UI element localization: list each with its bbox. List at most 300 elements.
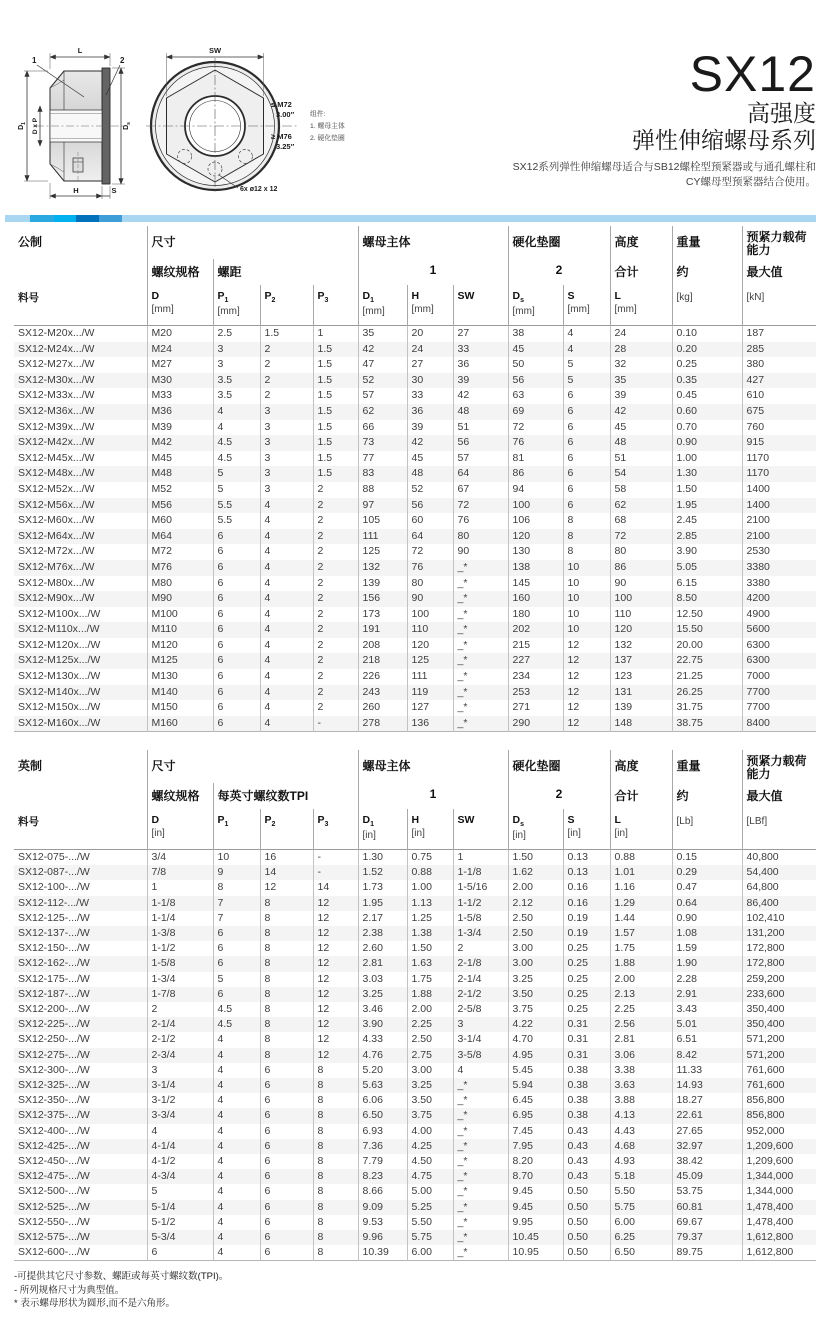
value-cell: 4.13 xyxy=(610,1108,672,1123)
value-cell: 6.15 xyxy=(672,576,742,592)
value-cell: 1-7/8 xyxy=(147,987,213,1002)
value-cell: 39 xyxy=(407,420,453,436)
value-cell: 12 xyxy=(563,716,610,732)
value-cell: 3 xyxy=(260,420,313,436)
value-cell: 1,478,400 xyxy=(742,1200,816,1215)
value-cell: 6 xyxy=(213,956,260,971)
value-cell: 3.03 xyxy=(358,972,407,987)
part-number-cell: SX12-M33x.../W xyxy=(18,389,95,402)
value-cell: 12 xyxy=(313,941,358,956)
thread-max-in-label: 3.00″ xyxy=(276,110,295,119)
value-cell: 51 xyxy=(610,451,672,467)
value-cell: 8 xyxy=(313,1184,358,1199)
group-thread-spec: 螺纹规格 xyxy=(147,259,213,285)
value-cell: 8.70 xyxy=(508,1169,563,1184)
value-cell: 2.81 xyxy=(610,1032,672,1047)
value-cell: 148 xyxy=(610,716,672,732)
value-cell: 5.5 xyxy=(213,513,260,529)
value-cell: M130 xyxy=(147,669,213,685)
value-cell: 253 xyxy=(508,685,563,701)
col-header: $P_1$ xyxy=(213,809,260,850)
value-cell: 80 xyxy=(610,544,672,560)
value-cell: 5-3/4 xyxy=(147,1230,213,1245)
value-cell: 64 xyxy=(453,466,508,482)
value-cell: 10 xyxy=(563,560,610,576)
value-cell: 1-3/4 xyxy=(147,972,213,987)
value-cell: 243 xyxy=(358,685,407,701)
value-cell: 1 xyxy=(147,880,213,895)
value-cell: 0.50 xyxy=(563,1184,610,1199)
value-cell: 3.63 xyxy=(610,1078,672,1093)
value-cell: 132 xyxy=(358,560,407,576)
value-cell: 2-3/4 xyxy=(147,1048,213,1063)
value-cell: 0.16 xyxy=(563,880,610,895)
value-cell: 1 xyxy=(453,850,508,866)
col-header: H [mm] xyxy=(407,285,453,326)
value-cell: 3.46 xyxy=(358,1002,407,1017)
value-cell: 131,200 xyxy=(742,926,816,941)
group-preload: 预紧力载荷 能力 xyxy=(742,750,816,783)
value-cell: 27 xyxy=(407,357,453,373)
dim-label-h: H xyxy=(73,186,79,195)
value-cell: 4 xyxy=(260,653,313,669)
value-cell: 2 xyxy=(313,544,358,560)
value-cell: 2.5 xyxy=(213,326,260,342)
value-cell: 136 xyxy=(407,716,453,732)
value-cell: 3 xyxy=(147,1063,213,1078)
table-row xyxy=(14,498,816,514)
value-cell: 1.5 xyxy=(313,342,358,358)
table-row xyxy=(14,591,816,607)
value-cell: 2.81 xyxy=(358,956,407,971)
value-cell: 4.22 xyxy=(508,1017,563,1032)
col-header: $P_3$ xyxy=(313,285,358,326)
value-cell: 8 xyxy=(313,1078,358,1093)
value-cell: 6.93 xyxy=(358,1124,407,1139)
value-cell: 90 xyxy=(610,576,672,592)
value-cell: 6 xyxy=(260,1139,313,1154)
value-cell: 6 xyxy=(213,607,260,623)
value-cell: 120 xyxy=(610,622,672,638)
value-cell: 4-3/4 xyxy=(147,1169,213,1184)
group-pitch: 螺距 xyxy=(213,259,358,285)
value-cell: 30 xyxy=(407,373,453,389)
value-cell: 4.70 xyxy=(508,1032,563,1047)
value-cell: 9.53 xyxy=(358,1215,407,1230)
value-cell: 4 xyxy=(213,404,260,420)
value-cell: 20.00 xyxy=(672,638,742,654)
value-cell: 1.59 xyxy=(672,941,742,956)
value-cell: 81 xyxy=(508,451,563,467)
value-cell: M36 xyxy=(147,404,213,420)
value-cell: 52 xyxy=(407,482,453,498)
table-row xyxy=(14,1048,816,1063)
value-cell: 8 xyxy=(313,1139,358,1154)
value-cell: 1.95 xyxy=(358,896,407,911)
value-cell: 4 xyxy=(147,1124,213,1139)
value-cell: 0.88 xyxy=(610,850,672,866)
value-cell: 8 xyxy=(313,1063,358,1078)
value-cell: 8 xyxy=(260,926,313,941)
value-cell: 132 xyxy=(610,638,672,654)
value-cell: 94 xyxy=(508,482,563,498)
value-cell: 3.90 xyxy=(672,544,742,560)
value-cell: 10 xyxy=(563,591,610,607)
value-cell: 4 xyxy=(213,1245,260,1261)
value-cell: 571,200 xyxy=(742,1048,816,1063)
part-number-cell: SX12-M52x.../W xyxy=(18,482,95,495)
table-row xyxy=(14,1063,816,1078)
value-cell: 106 xyxy=(508,513,563,529)
value-cell: 138 xyxy=(508,560,563,576)
value-cell: 12.50 xyxy=(672,607,742,623)
value-cell: 6 xyxy=(213,544,260,560)
table-row xyxy=(14,1017,816,1032)
value-cell: 8 xyxy=(313,1108,358,1123)
table-row xyxy=(14,941,816,956)
value-cell: 1.30 xyxy=(358,850,407,866)
col-header: D [mm] xyxy=(147,285,213,326)
value-cell: 0.31 xyxy=(563,1017,610,1032)
value-cell: 1.52 xyxy=(358,865,407,880)
value-cell: 172,800 xyxy=(742,941,816,956)
accent-bar-segment xyxy=(30,215,54,222)
value-cell: 80 xyxy=(407,576,453,592)
table-row xyxy=(14,1139,816,1154)
value-cell: 27 xyxy=(453,326,508,342)
value-cell: 8 xyxy=(260,896,313,911)
value-cell: 42 xyxy=(453,388,508,404)
value-cell: 1-5/8 xyxy=(147,956,213,971)
value-cell: 1-1/2 xyxy=(453,896,508,911)
value-cell: 3 xyxy=(213,342,260,358)
technical-drawing xyxy=(10,40,410,210)
part-number-cell: SX12-M72x.../W xyxy=(18,545,95,558)
section-view xyxy=(18,46,132,199)
legend-item-2: 2. 硬化垫圈 xyxy=(310,135,345,142)
value-cell: 1,612,800 xyxy=(742,1230,816,1245)
value-cell: 1.5 xyxy=(313,451,358,467)
value-cell: 1.38 xyxy=(407,926,453,941)
table-row xyxy=(14,482,816,498)
value-cell: 12 xyxy=(313,972,358,987)
part-number-cell: SX12-250-.../W xyxy=(18,1033,90,1046)
group-washer: 硬化垫圈 xyxy=(508,226,610,259)
value-cell: 24 xyxy=(610,326,672,342)
dim-label-l: L xyxy=(77,46,83,55)
table-row xyxy=(14,716,816,732)
part-number-cell: SX12-M60x.../W xyxy=(18,514,95,527)
value-cell: 0.43 xyxy=(563,1169,610,1184)
value-cell: 2.12 xyxy=(508,896,563,911)
value-cell: 80 xyxy=(453,529,508,545)
value-cell: 208 xyxy=(358,638,407,654)
value-cell: 8 xyxy=(313,1093,358,1108)
value-cell: 6.00 xyxy=(407,1245,453,1261)
table-row xyxy=(14,388,816,404)
value-cell: 234 xyxy=(508,669,563,685)
value-cell: 3/4 xyxy=(147,850,213,866)
value-cell: 2 xyxy=(313,700,358,716)
value-cell: 6 xyxy=(213,941,260,956)
table-row xyxy=(14,926,816,941)
value-cell: 1170 xyxy=(742,451,816,467)
part-number-cell: SX12-137-.../W xyxy=(18,927,90,940)
part-number-cell: SX12-M76x.../W xyxy=(18,560,95,573)
part-number-cell: SX12-M120x.../W xyxy=(18,638,101,651)
value-cell: 48 xyxy=(407,466,453,482)
part-number-cell: SX12-M24x.../W xyxy=(18,342,95,355)
value-cell: 2.28 xyxy=(672,972,742,987)
value-cell: 6 xyxy=(213,622,260,638)
value-cell: 3 xyxy=(260,404,313,420)
product-description: SX12系列弹性伸缩螺母适合与SB12螺栓型预紧器或与通孔螺柱和 CY螺母型预紧器结合使用。 xyxy=(512,161,816,188)
value-cell: 100 xyxy=(407,607,453,623)
value-cell: 610 xyxy=(742,388,816,404)
part-number-cell: SX12-M64x.../W xyxy=(18,529,95,542)
value-cell: 4.5 xyxy=(213,451,260,467)
value-cell: 68 xyxy=(610,513,672,529)
value-cell: 0.25 xyxy=(563,987,610,1002)
value-cell: 2100 xyxy=(742,529,816,545)
value-cell: 6 xyxy=(213,560,260,576)
part-number-cell: SX12-M36x.../W xyxy=(18,404,95,417)
value-cell: 218 xyxy=(358,653,407,669)
value-cell: 10.45 xyxy=(508,1230,563,1245)
part-number-cell: SX12-475-.../W xyxy=(18,1170,90,1183)
value-cell: 1.44 xyxy=(610,911,672,926)
value-cell: 1.73 xyxy=(358,880,407,895)
value-cell: 12 xyxy=(313,1032,358,1047)
value-cell: 10.39 xyxy=(358,1245,407,1261)
col-header: $P_2$ xyxy=(260,809,313,850)
value-cell: 571,200 xyxy=(742,1032,816,1047)
value-cell: 2 xyxy=(147,1002,213,1017)
part-number-cell: SX12-175-.../W xyxy=(18,972,90,985)
value-cell: _* xyxy=(453,591,508,607)
value-cell: 8.42 xyxy=(672,1048,742,1063)
value-cell: 4 xyxy=(260,591,313,607)
value-cell: M125 xyxy=(147,653,213,669)
value-cell: 7.95 xyxy=(508,1139,563,1154)
value-cell: 0.60 xyxy=(672,404,742,420)
value-cell: 0.16 xyxy=(563,896,610,911)
group-washer-no: 2 xyxy=(508,783,610,809)
table-row xyxy=(14,435,816,451)
col-header: [kN] xyxy=(742,285,816,326)
value-cell: 3.00 xyxy=(508,941,563,956)
value-cell: 102,410 xyxy=(742,911,816,926)
value-cell: 0.90 xyxy=(672,911,742,926)
callout-2-label: 2 xyxy=(120,56,125,65)
value-cell: 0.31 xyxy=(563,1032,610,1047)
value-cell: 66 xyxy=(358,420,407,436)
value-cell: 6 xyxy=(260,1230,313,1245)
value-cell: 259,200 xyxy=(742,972,816,987)
value-cell: 4.5 xyxy=(213,1017,260,1032)
part-number-cell: SX12-275-.../W xyxy=(18,1048,90,1061)
footnote: - 所列规格尺寸为典型值。 xyxy=(14,1284,125,1296)
value-cell: M42 xyxy=(147,435,213,451)
col-header: 料号 xyxy=(18,816,39,828)
value-cell: 4 xyxy=(213,1184,260,1199)
part-number-cell: SX12-M150x.../W xyxy=(18,701,101,714)
holes-note: 6x ø12 x 12 xyxy=(240,186,278,193)
part-number-cell: SX12-162-.../W xyxy=(18,957,90,970)
value-cell: 226 xyxy=(358,669,407,685)
group-height: 高度 xyxy=(610,750,672,783)
value-cell: 125 xyxy=(407,653,453,669)
part-number-cell: SX12-M130x.../W xyxy=(18,670,101,683)
table-row xyxy=(14,685,816,701)
value-cell: 88 xyxy=(358,482,407,498)
value-cell: _* xyxy=(453,638,508,654)
value-cell: 39 xyxy=(453,373,508,389)
value-cell: 7700 xyxy=(742,685,816,701)
value-cell: 14.93 xyxy=(672,1078,742,1093)
value-cell: 6 xyxy=(563,482,610,498)
value-cell: 2.50 xyxy=(508,911,563,926)
value-cell: 16 xyxy=(260,850,313,866)
value-cell: 28 xyxy=(610,342,672,358)
value-cell: 3 xyxy=(260,482,313,498)
value-cell: 20 xyxy=(407,326,453,342)
table-row xyxy=(14,1002,816,1017)
value-cell: 4 xyxy=(213,1048,260,1063)
section-label: 公制 xyxy=(18,235,43,249)
value-cell: 3.43 xyxy=(672,1002,742,1017)
table-row xyxy=(14,880,816,895)
value-cell: 2 xyxy=(313,576,358,592)
value-cell: 3 xyxy=(260,451,313,467)
value-cell: 761,600 xyxy=(742,1063,816,1078)
value-cell: _* xyxy=(453,1078,508,1093)
value-cell: 2.13 xyxy=(610,987,672,1002)
legend-item-1: 1. 螺母主体 xyxy=(310,123,345,130)
value-cell: 8 xyxy=(563,529,610,545)
value-cell: 6 xyxy=(213,700,260,716)
value-cell: 4.00 xyxy=(407,1124,453,1139)
value-cell: 0.50 xyxy=(563,1215,610,1230)
value-cell: 8 xyxy=(260,956,313,971)
value-cell: 6 xyxy=(213,576,260,592)
value-cell: 5.01 xyxy=(672,1017,742,1032)
part-number-cell: SX12-325-.../W xyxy=(18,1079,90,1092)
value-cell: 4200 xyxy=(742,591,816,607)
value-cell: 160 xyxy=(508,591,563,607)
table-row xyxy=(14,373,816,389)
value-cell: 350,400 xyxy=(742,1017,816,1032)
value-cell: 8 xyxy=(563,513,610,529)
table-row xyxy=(14,1245,816,1261)
part-number-cell: SX12-300-.../W xyxy=(18,1063,90,1076)
value-cell: 90 xyxy=(453,544,508,560)
value-cell: 8 xyxy=(313,1154,358,1169)
value-cell: 110 xyxy=(407,622,453,638)
value-cell: 4.95 xyxy=(508,1048,563,1063)
col-header: $D_s$ [mm] xyxy=(508,285,563,326)
value-cell: 3-5/8 xyxy=(453,1048,508,1063)
value-cell: 1.50 xyxy=(508,850,563,866)
dim-label-ds: $D_s$ xyxy=(123,122,132,130)
value-cell: 1-1/2 xyxy=(147,941,213,956)
value-cell: 48 xyxy=(453,404,508,420)
col-header: $D_s$ [in] xyxy=(508,809,563,850)
col-header: [LBf] xyxy=(742,809,816,850)
table-row xyxy=(14,700,816,716)
value-cell: M140 xyxy=(147,685,213,701)
part-number-cell: SX12-425-.../W xyxy=(18,1139,90,1152)
front-view xyxy=(146,46,298,194)
value-cell: _* xyxy=(453,1154,508,1169)
value-cell: 7/8 xyxy=(147,865,213,880)
value-cell: 7.45 xyxy=(508,1124,563,1139)
part-number-cell: SX12-350-.../W xyxy=(18,1094,90,1107)
value-cell: 4 xyxy=(260,638,313,654)
value-cell: 5.18 xyxy=(610,1169,672,1184)
callout-1-label: 1 xyxy=(32,56,37,65)
value-cell: 1.50 xyxy=(672,482,742,498)
value-cell: 1.16 xyxy=(610,880,672,895)
value-cell: 173 xyxy=(358,607,407,623)
value-cell: 1.5 xyxy=(313,404,358,420)
value-cell: 1.63 xyxy=(407,956,453,971)
value-cell: 6 xyxy=(260,1200,313,1215)
value-cell: 7.36 xyxy=(358,1139,407,1154)
value-cell: 6 xyxy=(563,404,610,420)
value-cell: 2530 xyxy=(742,544,816,560)
part-number-cell: SX12-375-.../W xyxy=(18,1109,90,1122)
value-cell: 39 xyxy=(610,388,672,404)
part-number-cell: SX12-125-.../W xyxy=(18,911,90,924)
footnote: * 表示螺母形状为圆形,而不是六角形。 xyxy=(14,1298,175,1309)
value-cell: 1.29 xyxy=(610,896,672,911)
part-number-cell: SX12-112-.../W xyxy=(18,896,89,909)
value-cell: 4 xyxy=(260,685,313,701)
value-cell: 8 xyxy=(260,1002,313,1017)
value-cell: 53.75 xyxy=(672,1184,742,1199)
value-cell: 6 xyxy=(213,638,260,654)
value-cell: 6.45 xyxy=(508,1093,563,1108)
group-pitch: 每英寸螺纹数TPI xyxy=(213,783,358,809)
value-cell: 62 xyxy=(358,404,407,420)
value-cell: 1.5 xyxy=(260,326,313,342)
subtitle-line-2: 弹性伸缩螺母系列 xyxy=(632,127,816,153)
value-cell: 0.47 xyxy=(672,880,742,895)
part-number-cell: SX12-525-.../W xyxy=(18,1200,90,1213)
value-cell: 1.5 xyxy=(313,357,358,373)
value-cell: 2 xyxy=(260,357,313,373)
value-cell: 42 xyxy=(610,404,672,420)
value-cell: 856,800 xyxy=(742,1093,816,1108)
part-number-cell: SX12-150-.../W xyxy=(18,942,90,955)
value-cell: 0.70 xyxy=(672,420,742,436)
value-cell: 3-3/4 xyxy=(147,1108,213,1123)
col-header: L [mm] xyxy=(610,285,672,326)
value-cell: 89.75 xyxy=(672,1245,742,1261)
value-cell: 4 xyxy=(260,700,313,716)
part-number-cell: SX12-M160x.../W xyxy=(18,716,101,729)
value-cell: 4.5 xyxy=(213,1002,260,1017)
col-header: S [mm] xyxy=(563,285,610,326)
value-cell: 6 xyxy=(260,1245,313,1261)
value-cell: 2.91 xyxy=(672,987,742,1002)
value-cell: 4-1/4 xyxy=(147,1139,213,1154)
value-cell: 2-1/8 xyxy=(453,956,508,971)
value-cell: 3.00 xyxy=(508,956,563,971)
table-row xyxy=(14,420,816,436)
value-cell: 12 xyxy=(260,880,313,895)
